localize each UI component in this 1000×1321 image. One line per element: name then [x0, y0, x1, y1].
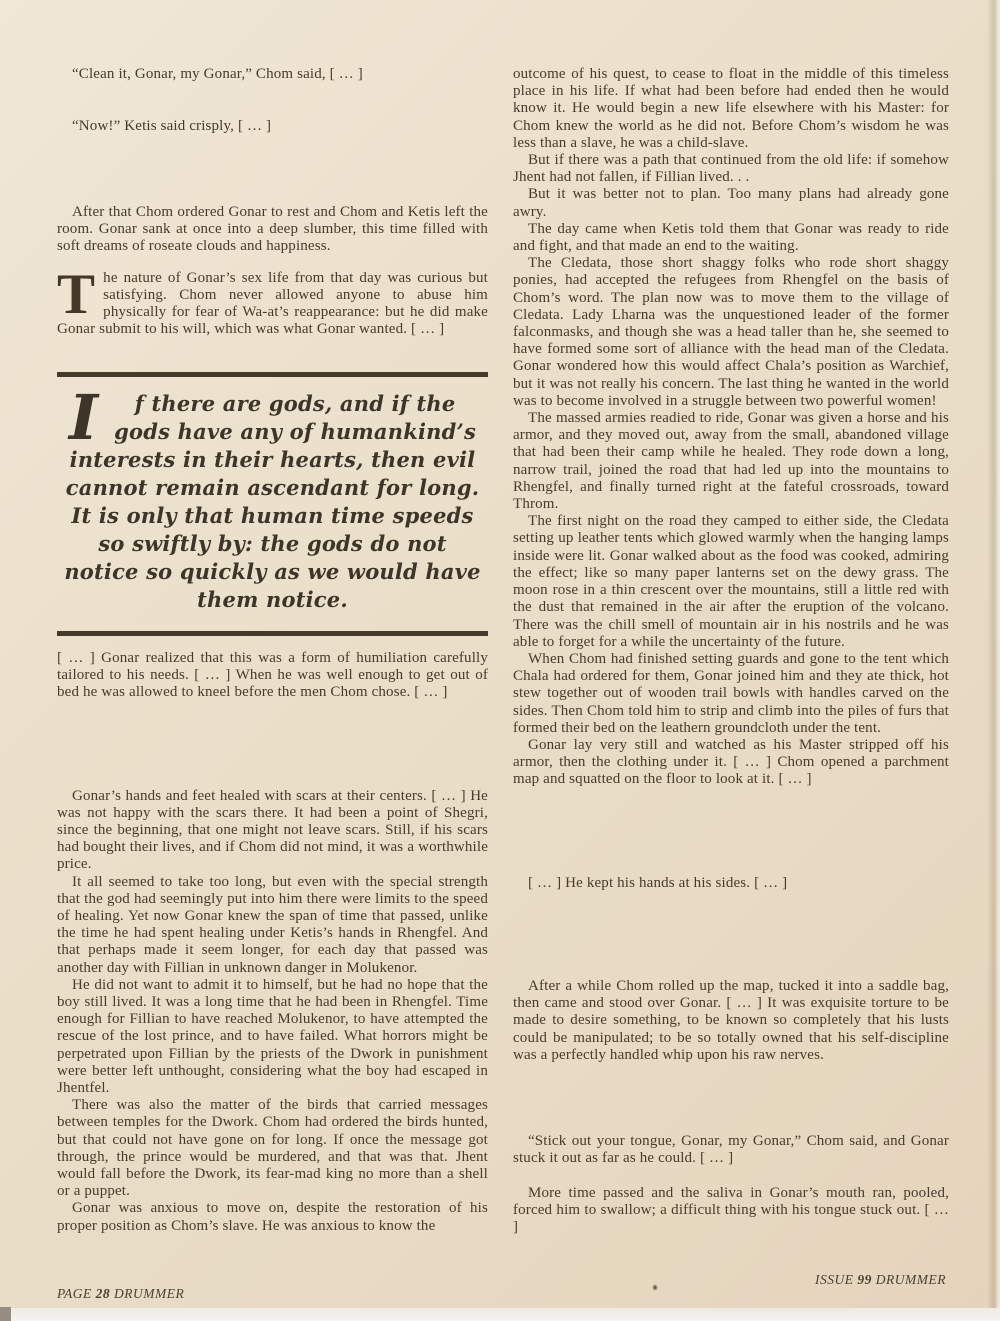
paragraph: [ … ] Gonar realized that this was a form of humiliation carefully tailored to his needs. [ … ] When he was well enough to get out of bed he was allowed to kneel before the men Chom chose. [ … ]	[57, 649, 488, 701]
paragraph: The day came when Ketis told them that Gonar was ready to ride and fight, and that made an end to the waiting.	[513, 220, 949, 255]
footer-page-value: 28	[95, 1286, 111, 1301]
paragraph: It all seemed to take too long, but even with the special strength that the god had seemingly put into him there were limits to the speed of healing. Yet now Gonar knew the span of time that passed, unlike the time he had spent healing under Ketis’s hands in Rhengfel. And that perhaps made it seem longer, for each day that passed was another day with Fillian in unknown danger in Molukenor.	[57, 873, 488, 976]
paragraph: “Stick out your tongue, Gonar, my Gonar,” Chom said, and Gonar stuck it out as far as he could. [ … ]	[513, 1132, 949, 1167]
scan-edge-right	[987, 0, 1000, 1321]
footer-page-suffix: DRUMMER	[110, 1286, 185, 1301]
footer-issue-suffix: DRUMMER	[871, 1272, 946, 1287]
paragraph: But it was better not to plan. Too many plans had already gone awry.	[513, 186, 949, 220]
footer-issue-value: 99	[857, 1272, 872, 1287]
paragraph: The first night on the road they camped to either side, the Cledata setting up leather tents which glowed warmly when the hanging lamps inside were lit. Gonar walked about as the food was cooked, admiring the effect; like so many paper lanterns set on the dewy grass. The moon rose in a thin crescent over the mountains, still a little red with the dust that remained in the air after the eruption of the volcano. There was the chill smell of mountain air in his nostrils and he was able to forget for a while the uncertainty of the future.	[513, 513, 949, 650]
paragraph: The massed armies readied to ride, Gonar was given a horse and his armor, and they moved out, away from the small, abandoned village that had been their camp while he healed. They rode down a long, narrow trail, joined the road that had led up into the mountains to Rhengfel, and finally turned right at the fateful crossroads, toward Throm.	[513, 410, 949, 513]
right-text-column	[513, 66, 949, 1254]
paragraph: After that Chom ordered Gonar to rest and Chom and Ketis left the room. Gonar sank at once into a deep slumber, this time filled with soft dreams of roseate clouds and happiness.	[57, 204, 488, 255]
paragraph: “Clean it, Gonar, my Gonar,” Chom said, [ … ]	[72, 66, 363, 82]
left-text-column	[57, 66, 488, 1235]
paragraph: He did not want to admit it to himself, but he had no hope that the boy still lived. It was a long time that he had been in Rhengfel. Time enough for Fillian to have reached Molukenor, to have attempted the rescue of the lost prince, and to have failed. What horrors might be perpetrated upon Fillian by the priests of the Dwork in punishment were better left unthought, considering what the boy had escaped in Jhentfel.	[57, 976, 488, 1097]
paragraph: Gonar lay very still and watched as his Master stripped off his armor, then the clothing under it. [ … ] Chom opened a parchment map and squatted on the floor to look at it. [ … ]	[513, 736, 949, 788]
paragraph: After a while Chom rolled up the map, tucked it into a saddle bag, then came and stood over Gonar. [ … ] It was exquisite torture to be made to desire something, to be known so completely that his lusts could be manipulated; to be so totally owned that his self-discipline was a perfectly handled whip upon his raw nerves.	[513, 977, 949, 1063]
paragraph: But if there was a path that continued from the old life: if somehow Jhent had not fallen, if Fillian lived. . .	[513, 152, 949, 186]
footer-issue-number	[815, 1272, 946, 1288]
scan-artifact-corner	[0, 1307, 11, 1321]
section-dropcap: T	[57, 262, 96, 326]
paragraph: When Chom had finished setting guards and gone to the tent which Chala had ordered for them, Gonar joined him and they ate thick, hot stew together out of wooden trail bowls with handles carved on the sides. Then Chom told him to strip and climb into the piles of furs that formed their bed on the leathern groundcloth under the tent.	[513, 650, 949, 736]
pull-quote: I f there are gods, and if the gods have any of humankind’s interests in their hearts, then evil cannot remain ascendant for long. It is only that human time speeds so swiftly by: the gods do not notice so quickly as we would have them notice.	[57, 372, 488, 636]
footer-page-number	[57, 1286, 184, 1302]
pull-quote-dropcap: I	[69, 380, 99, 454]
footer-issue-prefix: ISSUE	[815, 1272, 858, 1287]
paragraph: [ … ] He kept his hands at his sides. [ … ]	[528, 874, 788, 891]
paragraph: Gonar was anxious to move on, despite the restoration of his proper position as Chom’s slave. He was anxious to know the	[57, 1200, 488, 1234]
paragraph: “Now!” Ketis said crisply, [ … ]	[72, 118, 272, 134]
paragraph: The nature of Gonar’s sex life from that day was curious but satisfying. Chom never allowed anyone to abuse him physically for fear of Wa-at’s reappearance: but he did make Gonar submit to his will, which was what Gonar wanted. [ … ]	[57, 262, 488, 338]
paragraph: Gonar’s hands and feet healed with scars at their centers. [ … ] He was not happy with the scars there. It had been a point of Shegri, since the beginning, that one might not leave scars. Still, if his scars had bought their lives, and if Chom did not mind, it was a worthwhile price.	[57, 787, 488, 873]
scan-edge-bottom	[0, 1308, 1000, 1321]
paragraph: outcome of his quest, to cease to float in the middle of this timeless place in his life. If what had been before had ended then he would know it. He would begin a new life elsewhere with his Master: for Chom knew the world as he did not. Before Chom’s wisdom he was less than a slave, he was a child-slave.	[513, 66, 949, 151]
paragraph: There was also the matter of the birds that carried messages between temples for the Dwork. Chom had ordered the birds hunted, but that could not have gone on for long. If once the message got through, the prince would be murdered, and that was that. Jhent would fall before the Dwork, its fear-mad king no more than a shell or a puppet.	[57, 1097, 488, 1200]
scan-artifact-speck	[652, 1284, 658, 1291]
footer-page-prefix: PAGE	[57, 1286, 96, 1301]
paragraph: More time passed and the saliva in Gonar’s mouth ran, pooled, forced him to swallow; a difficult thing with his tongue stuck out. [ … ]	[513, 1184, 949, 1236]
paragraph: The Cledata, those short shaggy folks who rode short shaggy ponies, had accepted the refugees from Rhengfel on the basis of Chom’s word. The plan now was to move them to the village of Cledata. Lady Lharna was the unquestioned leader of the former falconmasks, and though she was a head taller than he, she seemed to have formed some sort of alliance with the head man of the Cledata. Gonar wondered how this would affect Chala’s position as Warchief, but it was not really his concern. The last thing he wanted in the world was to become involved in a struggle between two powerful women!	[513, 255, 949, 409]
